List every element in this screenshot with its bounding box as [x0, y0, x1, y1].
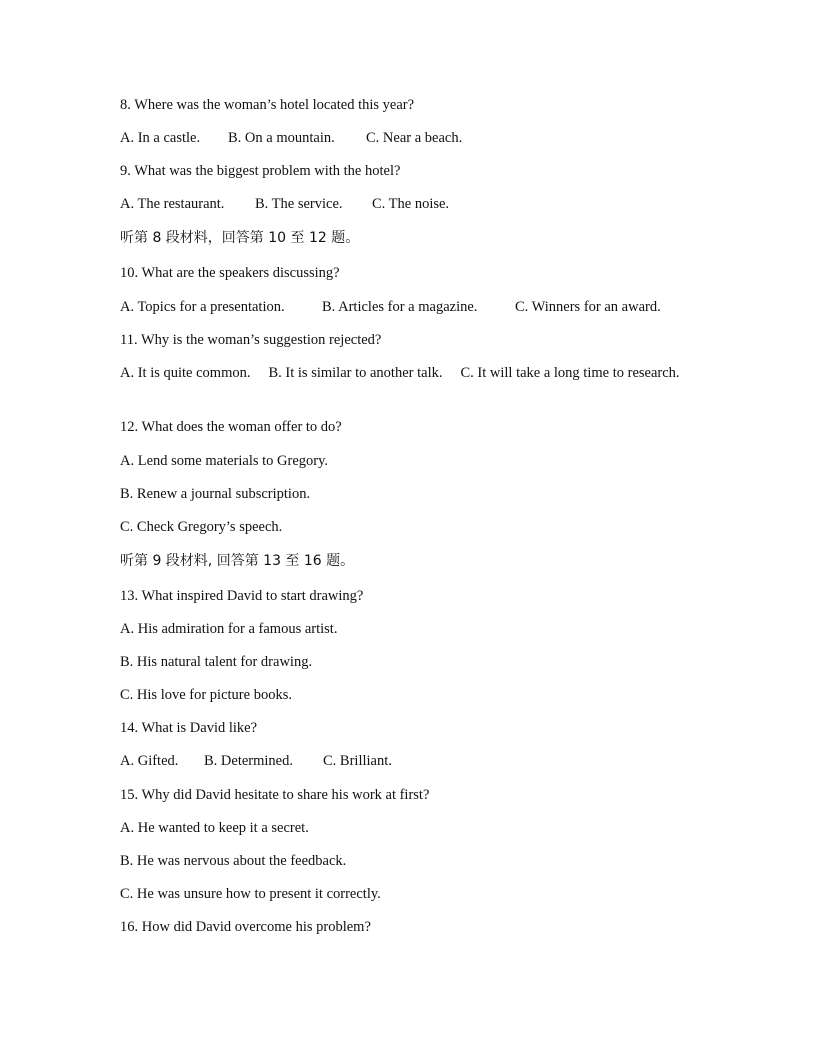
- q9-option-b: B. The service.: [255, 196, 343, 212]
- q12-option-a: A. Lend some materials to Gregory.: [120, 453, 329, 469]
- q13-option-c: C. His love for picture books.: [120, 687, 292, 703]
- question-13: 13. What inspired David to start drawing?: [120, 588, 364, 604]
- q15-option-a: A. He wanted to keep it a secret.: [120, 820, 309, 836]
- q9-option-c: C. The noise.: [372, 196, 450, 212]
- q14-option-c: C. Brilliant.: [323, 753, 392, 769]
- question-9: 9. What was the biggest problem with the hotel?: [120, 163, 401, 179]
- q8-option-c: C. Near a beach.: [366, 130, 463, 146]
- section-heading-8: 听第 8 段材料，回答第 10 至 12 题。: [120, 230, 360, 246]
- question-11-options: [120, 363, 680, 384]
- question-8-options: [120, 128, 462, 148]
- section-heading-9: 听第 9 段材料, 回答第 13 至 16 题。: [120, 553, 355, 569]
- question-8: 8. Where was the woman’s hotel located this year?: [120, 97, 415, 113]
- q11-option-b: B. It is similar to another talk.: [268, 365, 443, 381]
- question-10-options: [120, 297, 661, 317]
- q13-option-b: B. His natural talent for drawing.: [120, 654, 313, 670]
- question-12: 12. What does the woman offer to do?: [120, 419, 342, 435]
- q10-option-b: B. Articles for a magazine.: [322, 299, 478, 315]
- q15-option-b: B. He was nervous about the feedback.: [120, 853, 347, 869]
- q11-option-a: A. It is quite common.: [120, 365, 251, 381]
- q11-option-c: C. It will take a long time to research.: [460, 365, 680, 381]
- question-10: 10. What are the speakers discussing?: [120, 265, 340, 281]
- q10-option-c: C. Winners for an award.: [515, 299, 661, 315]
- q8-option-b: B. On a mountain.: [228, 130, 335, 146]
- question-14: 14. What is David like?: [120, 720, 258, 736]
- question-15: 15. Why did David hesitate to share his work at first?: [120, 787, 430, 803]
- q9-option-a: A. The restaurant.: [120, 196, 225, 212]
- question-14-options: [120, 751, 392, 771]
- question-16: 16. How did David overcome his problem?: [120, 919, 371, 935]
- q12-option-c: C. Check Gregory’s speech.: [120, 519, 283, 535]
- q10-option-a: A. Topics for a presentation.: [120, 299, 285, 315]
- q13-option-a: A. His admiration for a famous artist.: [120, 621, 338, 637]
- q12-option-b: B. Renew a journal subscription.: [120, 486, 311, 502]
- question-11: 11. Why is the woman’s suggestion rejected?: [120, 332, 382, 348]
- question-9-options: [120, 194, 449, 214]
- q15-option-c: C. He was unsure how to present it correctly.: [120, 886, 381, 902]
- q14-option-b: B. Determined.: [204, 753, 293, 769]
- q8-option-a: A. In a castle.: [120, 130, 201, 146]
- q14-option-a: A. Gifted.: [120, 753, 179, 769]
